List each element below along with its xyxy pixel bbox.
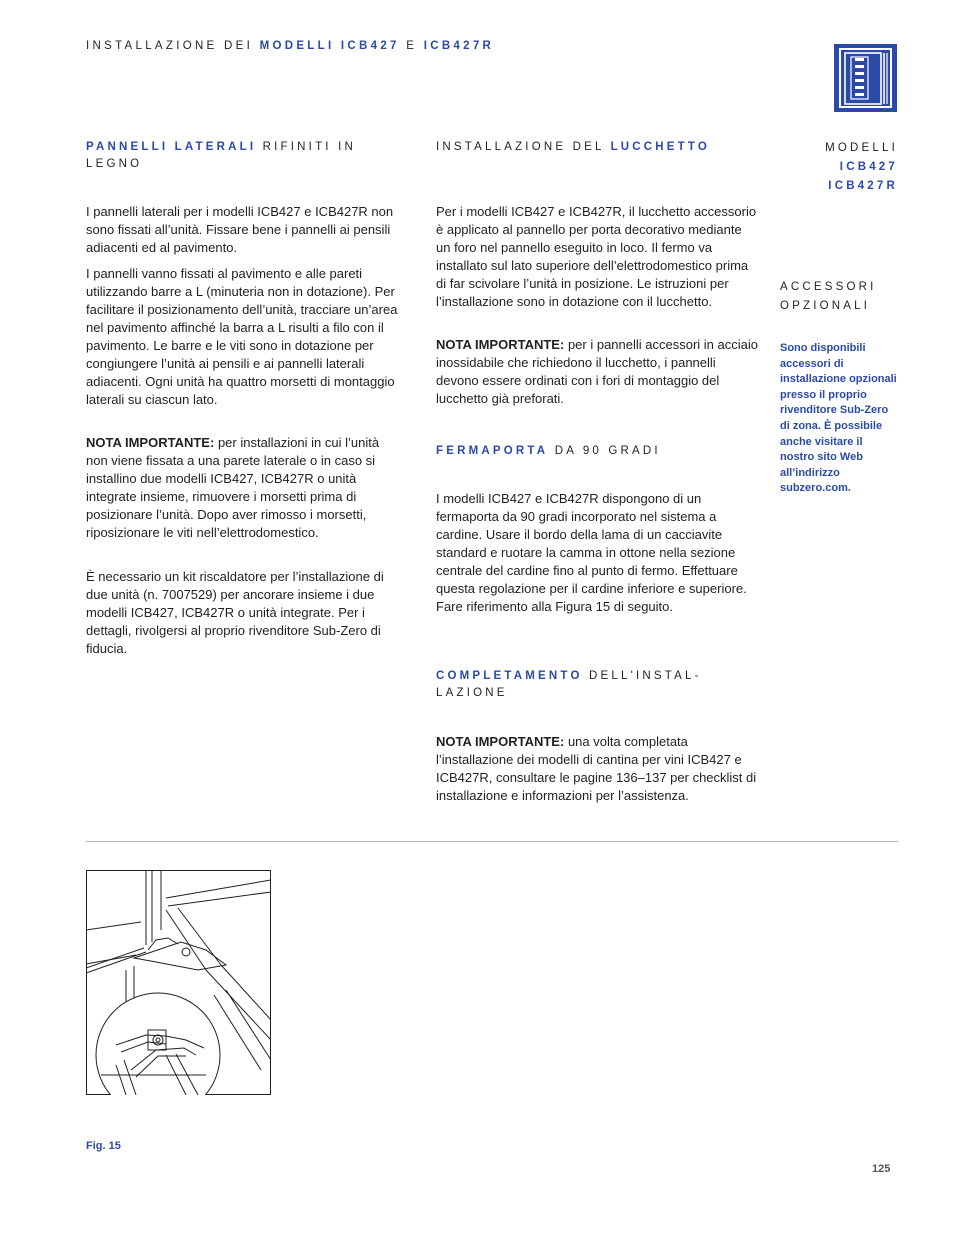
page-number: 125	[872, 1163, 891, 1175]
section-divider	[86, 841, 898, 842]
accessories-line2: OPZIONALI	[780, 300, 871, 312]
accessories-line1: ACCESSORI	[780, 281, 877, 293]
header-prefix: INSTALLAZIONE DEI	[86, 40, 254, 52]
paragraph-lock-note	[436, 336, 758, 408]
paragraph-completion-note	[436, 733, 758, 805]
heading-rest: RIFINITI IN	[262, 141, 356, 153]
paragraph-note-clamps	[86, 434, 404, 542]
section-heading-door-stop	[436, 443, 756, 460]
model-1: ICB427	[839, 161, 898, 173]
sidebar-models	[770, 139, 898, 196]
figure-caption: Fig. 15	[86, 1140, 121, 1152]
note-label: NOTA IMPORTANTE:	[436, 337, 565, 352]
header-mid: E	[406, 40, 418, 52]
model-2: ICB427R	[828, 180, 898, 192]
heading-line2: LEGNO	[86, 158, 143, 170]
heading-rest: DELL'INSTAL-	[589, 670, 702, 682]
sidebar-accessories-note: Sono disponibili accessori di installazione opzionali presso il proprio rivenditore Sub-Zero di zona. È possibile anche visitare il nostro sito Web all’indirizzo subzero.com.	[780, 342, 897, 495]
sidebar-accessories-heading	[780, 278, 900, 316]
note-label: NOTA IMPORTANTE:	[86, 435, 215, 450]
heading-bold: FERMAPORTA	[436, 445, 549, 457]
heading-line2: LAZIONE	[436, 687, 508, 699]
paragraph-side-panels-2: I pannelli vanno fissati al pavimento e alle pareti utilizzando barre a L (minuteria non in dotazione). Per facilitare il posizionamento dell’unità, tracciare un’area nel pavimento affinché la barra a L risulti a filo con il pavimento. Le barre e le viti sono in dotazione per congiungere l’unità ai pensili e ai pannelli laterali adiacenti. Ogni unità ha quattro morsetti di montaggio laterali su ciascun lato.	[86, 266, 398, 407]
models-label: MODELLI	[825, 142, 898, 154]
heading-bold: PANNELLI LATERALI	[86, 141, 257, 153]
header-bold-1: MODELLI ICB427	[259, 40, 400, 52]
section-heading-side-panels	[86, 139, 386, 173]
header-bold-2: ICB427R	[423, 40, 495, 52]
paragraph-heater-kit: È necessario un kit riscaldatore per l’installazione di due unità (n. 7007529) per ancorare insieme i due modelli ICB427, ICB427R o unità integrate. Per i dettagli, rivolgersi al proprio rivenditore Sub-Zero di fiducia.	[86, 569, 384, 656]
wine-cabinet-logo-icon	[834, 44, 897, 112]
note-label: NOTA IMPORTANTE:	[436, 734, 565, 749]
heading-rest: DA 90 GRADI	[554, 445, 661, 457]
note-text: per installazioni in cui l’unità non viene fissata a una parete laterale o in caso si installino due modelli ICB427, ICB427R o unità integrate insieme, rimuovere i morsetti prima di posizionare l’unità. Dopo aver rimosso i morsetti, riposizionare le viti nell’elettrodomestico.	[86, 435, 380, 540]
paragraph-door-stop: I modelli ICB427 e ICB427R dispongono di un fermaporta da 90 gradi incorporato nel sistema a cardine. Usare il bordo della lama di un cacciavite standard e ruotare la camma in ottone nella sezione centrale del cardine fino al punto di fermo. Effettuare questa regolazione per il cardine inferiore e superiore. Fare riferimento alla Figura 15 di seguito.	[436, 491, 747, 614]
section-heading-completion	[436, 668, 756, 702]
section-heading-lock	[436, 139, 756, 156]
paragraph-lock-1: Per i modelli ICB427 e ICB427R, il lucchetto accessorio è applicato al pannello per porta decorativo mediante un foro nel pannello eseguito in loco. Il fermo va installato sul lato superiore dell’elettrodomestico prima di far scivolare l’unità in posizione. Le istruzioni per l’installazione sono in dotazione con il lucchetto.	[436, 204, 757, 309]
heading-rest: INSTALLAZIONE DEL	[436, 141, 605, 153]
note-text: una volta completata l’installazione dei modelli di cantina per vini ICB427 e ICB427R, consultare le pagine 136–137 per checklist di installazione e informazioni per l’assistenza.	[436, 734, 757, 803]
paragraph-side-panels-1: I pannelli laterali per i modelli ICB427 e ICB427R non sono fissati all’unità. Fissare bene i pannelli ai pensili adiacenti ed al pavimento.	[86, 204, 394, 255]
page-header	[86, 40, 494, 52]
heading-bold: COMPLETAMENTO	[436, 670, 583, 682]
note-text: per i pannelli accessori in acciaio inossidabile che richiedono il lucchetto, i pannelli devono essere ordinati con i fori di montaggio del lucchetto già preforati.	[436, 337, 758, 406]
hinge-illustration	[86, 870, 271, 1095]
heading-bold: LUCCHETTO	[610, 141, 711, 153]
